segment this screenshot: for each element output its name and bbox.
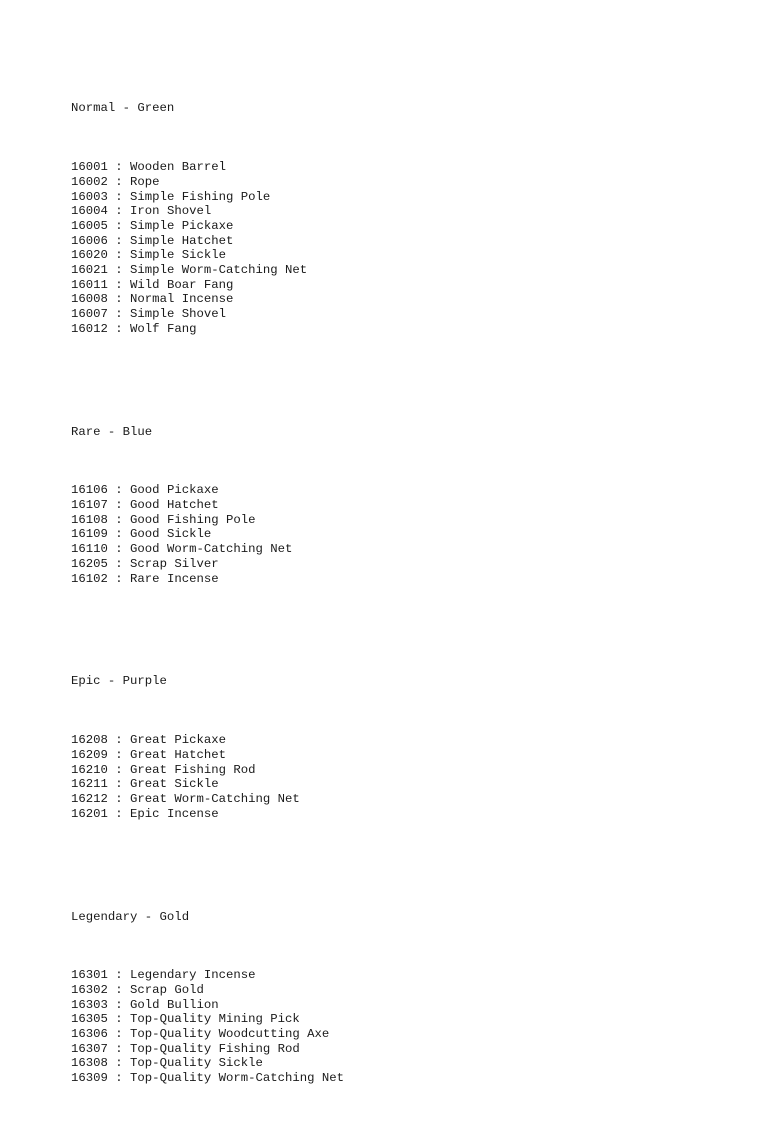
item-id: 16004 bbox=[71, 204, 108, 219]
item-name: Normal Incense bbox=[130, 292, 234, 307]
item-name: Wild Boar Fang bbox=[130, 277, 234, 292]
item-id: 16007 bbox=[71, 307, 108, 322]
item-line bbox=[71, 263, 751, 278]
item-name: Great Fishing Rod bbox=[130, 762, 256, 777]
item-separator: : bbox=[107, 263, 131, 277]
item-id: 16201 bbox=[71, 806, 108, 821]
item-line bbox=[71, 777, 751, 792]
item-name: Iron Shovel bbox=[130, 204, 212, 219]
item-separator: : bbox=[107, 983, 131, 998]
item-name: Good Sickle bbox=[130, 527, 212, 542]
item-separator: : bbox=[107, 571, 131, 586]
item-name: Simple Worm-Catching Net bbox=[130, 263, 308, 277]
section-heading: Rare - Blue bbox=[71, 424, 153, 439]
item-name: Epic Incense bbox=[130, 806, 219, 821]
item-id: 16301 bbox=[71, 968, 108, 983]
item-id: 16212 bbox=[71, 791, 108, 806]
item-name: Good Fishing Pole bbox=[130, 512, 256, 527]
item-separator: : bbox=[107, 527, 131, 542]
item-list bbox=[71, 160, 751, 336]
item-separator: : bbox=[107, 292, 131, 307]
item-list bbox=[71, 733, 751, 821]
item-name: Simple Shovel bbox=[130, 307, 226, 322]
item-id: 16306 bbox=[71, 1027, 108, 1042]
item-name: Scrap Silver bbox=[130, 556, 219, 571]
rarity-section bbox=[71, 880, 751, 1115]
item-line bbox=[71, 748, 751, 763]
document-body bbox=[71, 72, 751, 1145]
item-line bbox=[71, 527, 751, 542]
item-name: Wooden Barrel bbox=[130, 160, 226, 175]
item-name: Simple Hatchet bbox=[130, 233, 234, 248]
item-line bbox=[71, 763, 751, 778]
item-separator: : bbox=[107, 160, 131, 175]
item-separator: : bbox=[107, 189, 131, 204]
item-separator: : bbox=[107, 233, 131, 248]
item-separator: : bbox=[107, 997, 131, 1012]
item-id: 16001 bbox=[71, 160, 108, 175]
item-line bbox=[71, 498, 751, 513]
item-line bbox=[71, 1042, 751, 1057]
item-line bbox=[71, 322, 751, 337]
item-line bbox=[71, 998, 751, 1013]
item-list bbox=[71, 968, 751, 1086]
item-id: 16008 bbox=[71, 292, 108, 307]
item-separator: : bbox=[107, 307, 131, 322]
item-id: 16011 bbox=[71, 277, 108, 292]
item-name: Top-Quality Worm-Catching Net bbox=[130, 1071, 345, 1086]
item-line bbox=[71, 1027, 751, 1042]
item-name: Legendary Incense bbox=[130, 968, 256, 983]
item-id: 16107 bbox=[71, 498, 108, 513]
item-separator: : bbox=[107, 1027, 131, 1042]
item-separator: : bbox=[107, 733, 131, 748]
item-separator: : bbox=[107, 321, 131, 336]
item-name: Scrap Gold bbox=[130, 983, 204, 998]
item-line bbox=[71, 983, 751, 998]
item-line bbox=[71, 1056, 751, 1071]
rarity-section bbox=[71, 395, 751, 615]
section-heading: Legendary - Gold bbox=[71, 909, 190, 924]
item-id: 16205 bbox=[71, 556, 108, 571]
item-separator: : bbox=[107, 512, 131, 527]
item-id: 16305 bbox=[71, 1012, 108, 1027]
item-list bbox=[71, 483, 751, 586]
item-id: 16307 bbox=[71, 1041, 108, 1056]
item-id: 16302 bbox=[71, 983, 108, 998]
item-name: Great Sickle bbox=[130, 777, 219, 792]
item-name: Simple Pickaxe bbox=[130, 218, 234, 233]
section-heading: Normal - Green bbox=[71, 101, 175, 116]
item-name: Good Hatchet bbox=[130, 498, 219, 513]
item-separator: : bbox=[107, 777, 131, 792]
item-name: Top-Quality Mining Pick bbox=[130, 1012, 300, 1027]
item-line bbox=[71, 807, 751, 822]
rarity-section bbox=[71, 72, 751, 366]
item-id: 16005 bbox=[71, 218, 108, 233]
item-separator: : bbox=[107, 542, 131, 557]
item-separator: : bbox=[107, 747, 131, 762]
item-id: 16020 bbox=[71, 248, 108, 263]
item-id: 16208 bbox=[71, 733, 108, 748]
item-separator: : bbox=[107, 483, 131, 498]
item-id: 16102 bbox=[71, 571, 108, 586]
item-name: Rope bbox=[130, 174, 160, 189]
item-line bbox=[71, 733, 751, 748]
item-name: Great Hatchet bbox=[130, 747, 226, 762]
item-name: Top-Quality Sickle bbox=[130, 1056, 263, 1071]
item-id: 16021 bbox=[71, 263, 108, 277]
item-name: Top-Quality Woodcutting Axe bbox=[130, 1027, 330, 1042]
item-id: 16108 bbox=[71, 512, 108, 527]
item-line bbox=[71, 968, 751, 983]
item-separator: : bbox=[107, 968, 131, 983]
item-name: Simple Sickle bbox=[130, 248, 226, 263]
item-name: Great Pickaxe bbox=[130, 733, 226, 748]
item-name: Rare Incense bbox=[130, 571, 219, 586]
item-id: 16012 bbox=[71, 321, 108, 336]
item-line bbox=[71, 175, 751, 190]
item-line bbox=[71, 572, 751, 587]
item-separator: : bbox=[107, 1071, 131, 1086]
item-id: 16109 bbox=[71, 527, 108, 542]
item-name: Gold Bullion bbox=[130, 997, 219, 1012]
item-separator: : bbox=[107, 218, 131, 233]
item-separator: : bbox=[107, 174, 131, 189]
item-id: 16309 bbox=[71, 1071, 108, 1086]
item-line bbox=[71, 160, 751, 175]
item-id: 16210 bbox=[71, 762, 108, 777]
item-line bbox=[71, 542, 751, 557]
item-line bbox=[71, 1071, 751, 1086]
item-line bbox=[71, 292, 751, 307]
item-separator: : bbox=[107, 498, 131, 513]
item-separator: : bbox=[107, 1056, 131, 1071]
item-id: 16308 bbox=[71, 1056, 108, 1071]
item-name: Top-Quality Fishing Rod bbox=[130, 1041, 300, 1056]
item-name: Simple Fishing Pole bbox=[130, 189, 271, 204]
item-id: 16211 bbox=[71, 777, 108, 792]
item-line bbox=[71, 204, 751, 219]
item-line bbox=[71, 190, 751, 205]
item-separator: : bbox=[107, 1041, 131, 1056]
item-id: 16006 bbox=[71, 233, 108, 248]
item-line bbox=[71, 278, 751, 293]
item-line bbox=[71, 307, 751, 322]
item-name: Good Pickaxe bbox=[130, 483, 219, 498]
item-separator: : bbox=[107, 556, 131, 571]
rarity-section bbox=[71, 645, 751, 851]
section-heading: Epic - Purple bbox=[71, 674, 167, 689]
item-line bbox=[71, 219, 751, 234]
item-id: 16003 bbox=[71, 189, 108, 204]
item-separator: : bbox=[107, 248, 131, 263]
item-id: 16106 bbox=[71, 483, 108, 498]
item-name: Good Worm-Catching Net bbox=[130, 542, 293, 557]
item-id: 16002 bbox=[71, 174, 108, 189]
item-separator: : bbox=[107, 204, 131, 219]
item-id: 16303 bbox=[71, 997, 108, 1012]
item-line bbox=[71, 792, 751, 807]
item-line bbox=[71, 234, 751, 249]
item-separator: : bbox=[107, 1012, 131, 1027]
item-name: Great Worm-Catching Net bbox=[130, 791, 300, 806]
item-separator: : bbox=[107, 806, 131, 821]
item-line bbox=[71, 557, 751, 572]
item-separator: : bbox=[107, 762, 131, 777]
item-line bbox=[71, 1012, 751, 1027]
item-separator: : bbox=[107, 791, 131, 806]
item-separator: : bbox=[107, 277, 131, 292]
item-line bbox=[71, 248, 751, 263]
item-line bbox=[71, 513, 751, 528]
item-id: 16110 bbox=[71, 542, 108, 557]
item-name: Wolf Fang bbox=[130, 321, 197, 336]
item-line bbox=[71, 483, 751, 498]
item-id: 16209 bbox=[71, 747, 108, 762]
